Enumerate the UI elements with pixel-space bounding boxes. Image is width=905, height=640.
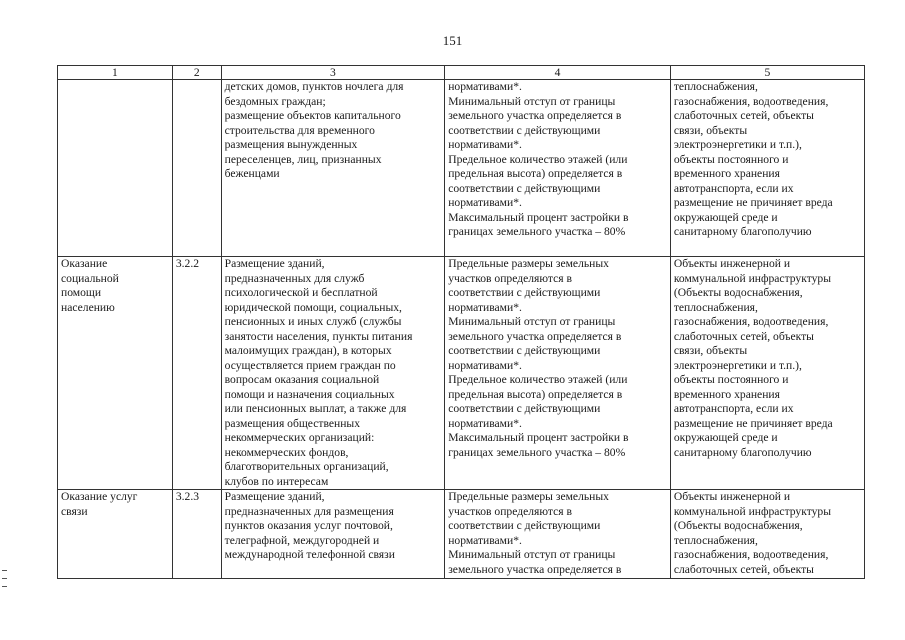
header-row	[58, 66, 865, 80]
use-description-cell: Размещение зданий, предназначенных для размещения пунктов оказания услуг почтовой, телеграфной, междугородней и международной телефонной связи	[221, 490, 445, 579]
table-row	[58, 490, 865, 579]
use-description-cell: детских домов, пунктов ночлега для бездомных граждан; размещение объектов капитального строительства для временного размещения вынужденных переселенцев, лиц, признанных беженцами	[221, 80, 445, 257]
use-name-cell: Оказание услуг связи	[58, 490, 173, 579]
use-description-cell: Размещение зданий, предназначенных для служб психологической и бесплатной юридической помощи, социальных, пенсионных и иных служб (службы занятости населения, пункты питания малоимущих граждан), в которых осуществляется прием граждан по вопросам оказания социальной помощи и назначения социальных или пенсионных выплат, а также для размещения общественных некоммерческих организаций: некоммерческих фондов, благотворительных организаций, клубов по интересам	[221, 257, 445, 490]
parameters-cell: нормативами*. Минимальный отступ от границы земельного участка определяется в соответствии с действующими нормативами*. Предельное количество этажей (или предельная высота) определяется в соответствии с действующими нормативами*. Максимальный процент застройки в границах земельного участка – 80%	[445, 80, 671, 257]
use-code-cell: 3.2.3	[172, 490, 221, 579]
auxiliary-uses-cell: теплоснабжения, газоснабжения, водоотведения, слаботочных сетей, объекты связи, объекты электроэнергетики и т.п.), объекты постоянного и временного хранения автотранспорта, если их размещение не причиняет вреда окружающей среде и санитарному благополучию	[670, 80, 864, 257]
column-header-3: 3	[221, 66, 445, 80]
parameters-cell: Предельные размеры земельных участков определяются в соответствии с действующими нормативами*. Минимальный отступ от границы земельного участка определяется в соответствии с действующими нормативами*. Предельное количество этажей (или предельная высота) определяется в соответствии с действующими нормативами*. Максимальный процент застройки в границах земельного участка – 80%	[445, 257, 671, 490]
parameters-cell: Предельные размеры земельных участков определяются в соответствии с действующими нормативами*. Минимальный отступ от границы земельного участка определяется в	[445, 490, 671, 579]
scan-margin-marks	[2, 570, 8, 594]
use-code-cell: 3.2.2	[172, 257, 221, 490]
land-use-table	[57, 65, 865, 579]
use-name-cell: Оказание социальной помощи населению	[58, 257, 173, 490]
auxiliary-uses-cell: Объекты инженерной и коммунальной инфраструктуры (Объекты водоснабжения, теплоснабжения, газоснабжения, водоотведения, слаботочных сетей, объекты связи, объекты электроэнергетики и т.п.), объекты постоянного и временного хранения автотранспорта, если их размещение не причиняет вреда окружающей среде и санитарному благополучию	[670, 257, 864, 490]
table-row	[58, 257, 865, 490]
column-header-4: 4	[445, 66, 671, 80]
column-header-2: 2	[172, 66, 221, 80]
use-name-cell	[58, 80, 173, 257]
column-header-1: 1	[58, 66, 173, 80]
auxiliary-uses-cell: Объекты инженерной и коммунальной инфраструктуры (Объекты водоснабжения, теплоснабжения, газоснабжения, водоотведения, слаботочных сетей, объекты	[670, 490, 864, 579]
table-row	[58, 80, 865, 257]
column-header-5: 5	[670, 66, 864, 80]
page-number: 151	[442, 33, 463, 48]
use-code-cell	[172, 80, 221, 257]
